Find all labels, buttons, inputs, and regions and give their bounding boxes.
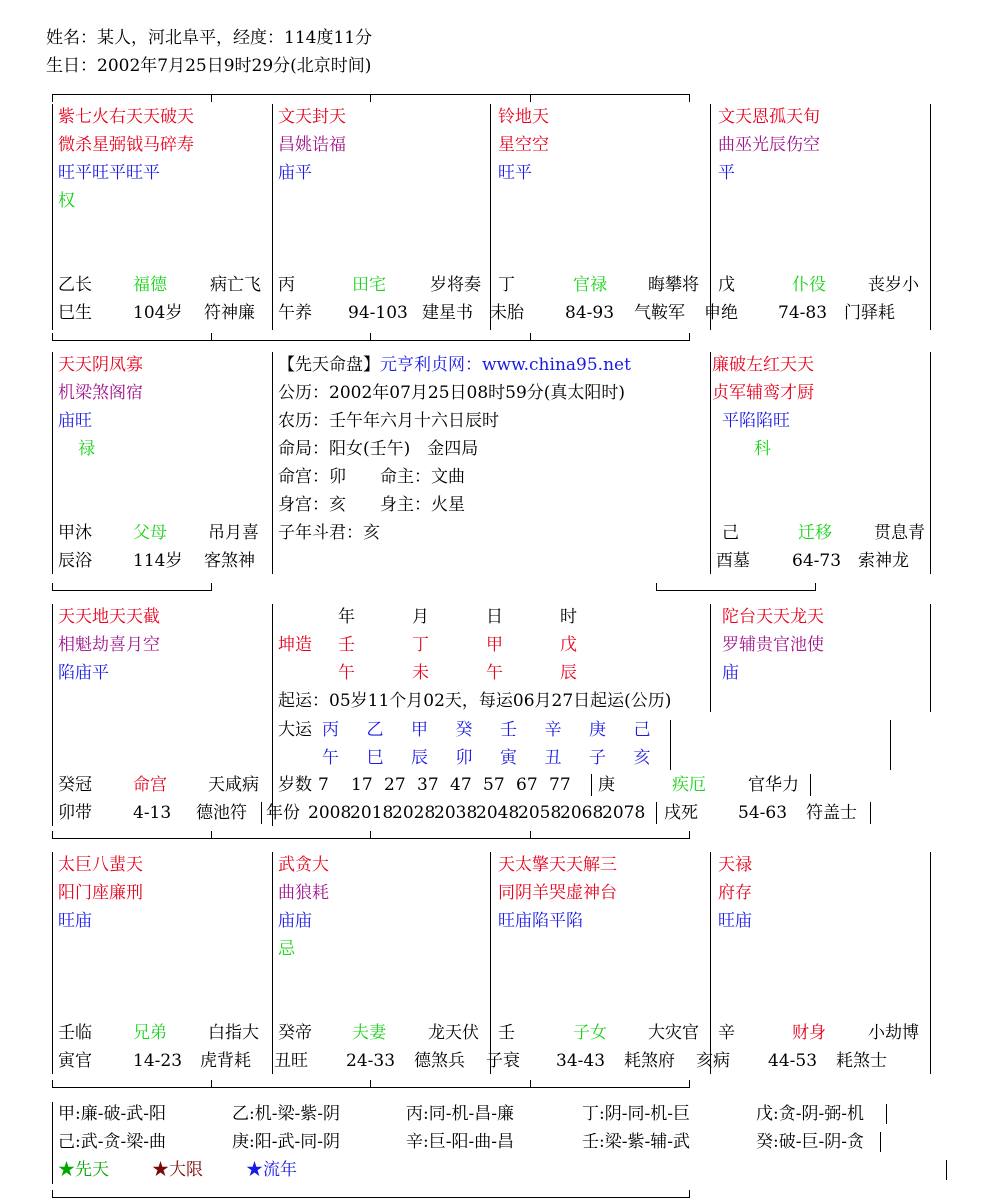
palace-chen-sihua: 禄 bbox=[78, 439, 95, 459]
palace-chou-right1: 龙天伏 bbox=[428, 1023, 479, 1043]
palace-you-age: 64-73 bbox=[792, 551, 842, 571]
sihua-ren: 壬:梁-紫-辅-武 bbox=[582, 1132, 690, 1152]
palace-chou-right2: 德煞兵 bbox=[414, 1051, 465, 1071]
age-2: 27 bbox=[384, 775, 406, 795]
palace-zi-right1: 大灾官 bbox=[648, 1023, 699, 1043]
sihua-ding: 丁:阴-同-机-巨 bbox=[582, 1104, 690, 1124]
palace-shen-age: 74-83 bbox=[778, 303, 828, 323]
age-label: 岁数 bbox=[278, 775, 312, 795]
sihua-gui: 癸:破-巨-阴-贪 bbox=[756, 1132, 864, 1152]
palace-you-name: 迁移 bbox=[798, 523, 832, 543]
age-1: 17 bbox=[351, 775, 373, 795]
palace-chou-stars-1: 武贪大 bbox=[278, 855, 329, 875]
palace-xu-bright: 庙 bbox=[722, 663, 739, 683]
palace-zi-branch: 子衰 bbox=[486, 1051, 520, 1071]
palace-shen-branch: 申绝 bbox=[704, 303, 738, 323]
branch-hour: 辰 bbox=[560, 663, 577, 683]
palace-mao-stars-2: 相魁劫喜月空 bbox=[58, 635, 160, 655]
palace-chou-stem: 癸帝 bbox=[278, 1023, 312, 1043]
palace-hai-name: 财身 bbox=[792, 1023, 826, 1043]
year-3: 2038 bbox=[434, 803, 478, 823]
palace-yin-stars-1: 太巨八蜚天 bbox=[58, 855, 143, 875]
palace-wei-branch: 未胎 bbox=[490, 303, 524, 323]
palace-yin-branch: 寅官 bbox=[58, 1051, 92, 1071]
palace-chou-stars-2: 曲狼耗 bbox=[278, 883, 329, 903]
stem-hour: 戊 bbox=[560, 635, 577, 655]
palace-shen-stem: 戊 bbox=[718, 275, 735, 295]
palace-yin-stars-2: 阳门座廉刑 bbox=[58, 883, 143, 903]
kunzao-label: 坤造 bbox=[278, 635, 312, 655]
age-7: 77 bbox=[549, 775, 571, 795]
palace-chen-stem: 甲沐 bbox=[58, 523, 92, 543]
sihua-xin: 辛:巨-阳-曲-昌 bbox=[406, 1132, 514, 1152]
center-title bbox=[278, 353, 631, 377]
bottom-rule bbox=[52, 1197, 690, 1198]
palace-wu-stem: 丙 bbox=[278, 275, 295, 295]
stem-year: 壬 bbox=[338, 635, 355, 655]
palace-mao-right2: 德池符 bbox=[196, 803, 247, 823]
palace-wei-name: 官禄 bbox=[573, 275, 607, 295]
legend-daxian: ★大限 bbox=[152, 1160, 203, 1180]
palace-xu-age: 54-63 bbox=[738, 803, 788, 823]
stem-day: 甲 bbox=[486, 635, 503, 655]
site-link[interactable]: 元亨利贞网：www.china95.net bbox=[380, 355, 631, 375]
sihua-jia: 甲:廉-破-武-阳 bbox=[58, 1104, 166, 1124]
palace-hai-right1: 小劫博 bbox=[868, 1023, 919, 1043]
palace-xu-branch: 戌死 bbox=[664, 803, 698, 823]
age-4: 47 bbox=[450, 775, 472, 795]
palace-chou-name: 夫妻 bbox=[352, 1023, 386, 1043]
palace-si-stars-1: 紫七火右天天破天 bbox=[58, 107, 194, 127]
palace-you-right2: 索神龙 bbox=[858, 551, 909, 571]
year-4: 2048 bbox=[476, 803, 520, 823]
pillar-header-day: 日 bbox=[486, 607, 503, 627]
dayun-branch-6: 子 bbox=[589, 748, 606, 768]
palace-zi-right2: 耗煞府 bbox=[624, 1051, 675, 1071]
year-5: 2058 bbox=[518, 803, 562, 823]
palace-si-right1: 病亡飞 bbox=[210, 275, 261, 295]
palace-chen-name: 父母 bbox=[133, 523, 167, 543]
palace-shen-name: 仆役 bbox=[792, 275, 826, 295]
palace-shen-bright: 平 bbox=[718, 163, 735, 183]
dayun-stem-0: 丙 bbox=[322, 720, 339, 740]
palace-shen-stars-1: 文天恩孤天旬 bbox=[718, 107, 820, 127]
dayun-stem-3: 癸 bbox=[455, 720, 473, 740]
palace-mao-name: 命宫 bbox=[133, 775, 167, 795]
year-7: 2078 bbox=[602, 803, 646, 823]
dayun-branch-4: 寅 bbox=[500, 748, 517, 768]
dayun-stem-6: 庚 bbox=[589, 720, 606, 740]
year-6: 2068 bbox=[560, 803, 604, 823]
palace-hai-stem: 辛 bbox=[718, 1023, 735, 1043]
branch-day: 午 bbox=[486, 663, 503, 683]
palace-chen-stars-2: 机梁煞阁宿 bbox=[58, 383, 143, 403]
palace-chen-stars-1: 天天阴凤寡 bbox=[58, 355, 143, 375]
palace-you-right1: 贯息青 bbox=[874, 523, 925, 543]
palace-si-name: 福德 bbox=[133, 275, 167, 295]
palace-mao-age: 4-13 bbox=[133, 803, 172, 823]
palace-you-bright: 平陷陷旺 bbox=[722, 411, 790, 431]
palace-xu-stars-1: 陀台天天龙天 bbox=[722, 607, 824, 627]
palace-zi-name: 子女 bbox=[573, 1023, 607, 1043]
palace-chou-sihua: 忌 bbox=[278, 939, 295, 959]
palace-hai-stars-2: 府存 bbox=[718, 883, 752, 903]
rule-row2-left bbox=[52, 590, 211, 591]
sihua-bing: 丙:同-机-昌-廉 bbox=[406, 1104, 514, 1124]
dayun-stem-7: 己 bbox=[633, 720, 651, 740]
palace-si-branch: 巳生 bbox=[58, 303, 92, 323]
palace-zi-bright: 旺庙陷平陷 bbox=[498, 911, 583, 931]
palace-si-bright: 旺平旺平旺平 bbox=[58, 163, 160, 183]
pillar-header-year: 年 bbox=[338, 607, 355, 627]
palace-chou-bright: 庙庙 bbox=[278, 911, 312, 931]
age-0: 7 bbox=[318, 775, 329, 795]
legend-liunian: ★流年 bbox=[246, 1160, 297, 1180]
palace-chou-branch: 丑旺 bbox=[274, 1051, 308, 1071]
pillar-header-month: 月 bbox=[412, 607, 429, 627]
age-6: 67 bbox=[516, 775, 538, 795]
palace-shen-right1: 丧岁小 bbox=[868, 275, 919, 295]
palace-you-stars-1: 廉破左红天天 bbox=[712, 355, 814, 375]
center-line-6: 子年斗君：亥 bbox=[278, 523, 380, 543]
palace-you-stars-2: 贞军辅鸾才厨 bbox=[712, 383, 814, 403]
palace-you-branch: 酉墓 bbox=[716, 551, 750, 571]
palace-wei-stars-2: 星空空 bbox=[498, 135, 549, 155]
age-5: 57 bbox=[483, 775, 505, 795]
rule-row4 bbox=[52, 1087, 690, 1088]
sihua-yi: 乙:机-梁-紫-阴 bbox=[232, 1104, 340, 1124]
dayun-stem-5: 辛 bbox=[544, 720, 562, 740]
year-2: 2028 bbox=[392, 803, 436, 823]
palace-hai-stars-1: 天禄 bbox=[718, 855, 752, 875]
palace-wei-stars-1: 铃地天 bbox=[498, 107, 549, 127]
dayun-stem-4: 壬 bbox=[500, 720, 517, 740]
birth-line: 生日：2002年7月25日9时29分(北京时间) bbox=[46, 56, 372, 76]
sihua-wu: 戊:贪-阴-弼-机 bbox=[756, 1104, 864, 1124]
palace-yin-right2: 虎背耗 bbox=[200, 1051, 251, 1071]
palace-zi-stem: 壬 bbox=[498, 1023, 515, 1043]
palace-wu-right1: 岁将奏 bbox=[430, 275, 481, 295]
dayun-label: 大运 bbox=[278, 720, 312, 740]
palace-yin-right1: 白指大 bbox=[208, 1023, 259, 1043]
palace-wei-bright: 旺平 bbox=[498, 163, 532, 183]
palace-mao-stem: 癸冠 bbox=[58, 775, 92, 795]
palace-chen-right1: 吊月喜 bbox=[208, 523, 259, 543]
dayun-branch-3: 卯 bbox=[455, 748, 473, 768]
dayun-branch-5: 丑 bbox=[544, 748, 562, 768]
rule-row2-right bbox=[656, 590, 816, 591]
palace-xu-name: 疾厄 bbox=[672, 775, 706, 795]
palace-si-stem: 乙长 bbox=[58, 275, 92, 295]
center-line-3: 命局：阳女(壬午) 金四局 bbox=[278, 439, 479, 459]
name-line: 姓名：某人，河北阜平，经度：114度11分 bbox=[46, 28, 373, 48]
palace-chen-branch: 辰浴 bbox=[58, 551, 92, 571]
palace-wu-right2: 建星书 bbox=[422, 303, 473, 323]
center-line-2: 农历：壬午年六月十六日辰时 bbox=[278, 411, 499, 431]
palace-wu-stars-2: 昌姚诰福 bbox=[278, 135, 346, 155]
branch-month: 未 bbox=[412, 663, 429, 683]
sihua-geng: 庚:阳-武-同-阴 bbox=[232, 1132, 340, 1152]
palace-hai-right2: 耗煞士 bbox=[836, 1051, 887, 1071]
dayun-stem-1: 乙 bbox=[366, 720, 384, 740]
rule-row3 bbox=[52, 838, 690, 839]
palace-mao-branch: 卯带 bbox=[58, 803, 92, 823]
palace-xu-right2: 符盖士 bbox=[806, 803, 857, 823]
branch-year: 午 bbox=[338, 663, 355, 683]
palace-wu-branch: 午养 bbox=[278, 303, 312, 323]
palace-yin-age: 14-23 bbox=[133, 1051, 183, 1071]
palace-wu-bright: 庙平 bbox=[278, 163, 312, 183]
palace-zi-stars-1: 天太擎天天解三 bbox=[498, 855, 617, 875]
dayun-branch-2: 辰 bbox=[411, 748, 428, 768]
age-3: 37 bbox=[417, 775, 439, 795]
palace-wu-stars-1: 文天封天 bbox=[278, 107, 346, 127]
palace-zi-age: 34-43 bbox=[556, 1051, 606, 1071]
year-0: 2008 bbox=[308, 803, 352, 823]
palace-si-sihua: 权 bbox=[58, 191, 75, 211]
center-line-5: 身宫：亥 身主：火星 bbox=[278, 495, 465, 515]
palace-yin-stem: 壬临 bbox=[58, 1023, 92, 1043]
palace-wei-right1: 晦攀将 bbox=[648, 275, 699, 295]
palace-mao-right1: 天咸病 bbox=[208, 775, 259, 795]
palace-si-right2: 符神廉 bbox=[204, 303, 255, 323]
palace-si-age: 104岁 bbox=[133, 303, 183, 323]
dayun-branch-7: 亥 bbox=[633, 748, 651, 768]
palace-yin-bright: 旺庙 bbox=[58, 911, 92, 931]
palace-xu-right1: 官华力 bbox=[748, 775, 799, 795]
palace-hai-bright: 旺庙 bbox=[718, 911, 752, 931]
center-line-4: 命宫：卯 命主：文曲 bbox=[278, 467, 465, 487]
palace-shen-stars-2: 曲巫光辰伤空 bbox=[718, 135, 820, 155]
stem-month: 丁 bbox=[412, 635, 429, 655]
palace-si-stars-2: 微杀星弼钺马碎寿 bbox=[58, 135, 194, 155]
pillar-header-hour: 时 bbox=[560, 607, 577, 627]
palace-you-sihua: 科 bbox=[754, 439, 771, 459]
sihua-ji: 己:武-贪-梁-曲 bbox=[58, 1132, 166, 1152]
palace-mao-stars-1: 天天地天天截 bbox=[58, 607, 160, 627]
palace-zi-stars-2: 同阴羊哭虚神台 bbox=[498, 883, 617, 903]
palace-xu-stem: 庚 bbox=[598, 775, 615, 795]
year-1: 2018 bbox=[350, 803, 394, 823]
palace-hai-age: 44-53 bbox=[768, 1051, 818, 1071]
center-line-1: 公历：2002年07月25日08时59分(真太阳时) bbox=[278, 383, 626, 403]
top-rule bbox=[52, 94, 690, 95]
dayun-branch-0: 午 bbox=[322, 748, 339, 768]
palace-wu-age: 94-103 bbox=[348, 303, 408, 323]
qiyun-line: 起运：05岁11个月02天，每运06月27日起运(公历) bbox=[278, 691, 672, 711]
dayun-branch-1: 巳 bbox=[366, 748, 384, 768]
palace-wei-right2: 气鞍军 bbox=[634, 303, 685, 323]
palace-chen-right2: 客煞神 bbox=[204, 551, 255, 571]
year-label: 年份 bbox=[266, 803, 300, 823]
palace-wei-age: 84-93 bbox=[565, 303, 615, 323]
legend-xiantian: ★先天 bbox=[58, 1160, 109, 1180]
palace-chou-age: 24-33 bbox=[346, 1051, 396, 1071]
palace-you-stem: 己 bbox=[722, 523, 739, 543]
palace-wei-stem: 丁 bbox=[498, 275, 515, 295]
center-title-bracket: 【先天命盘】 bbox=[278, 355, 380, 375]
palace-xu-stars-2: 罗辅贵官池使 bbox=[722, 635, 824, 655]
palace-chen-age: 114岁 bbox=[133, 551, 183, 571]
palace-shen-right2: 门驿耗 bbox=[844, 303, 895, 323]
rule-row1 bbox=[52, 340, 690, 341]
dayun-stem-2: 甲 bbox=[411, 720, 428, 740]
palace-hai-branch: 亥病 bbox=[696, 1051, 730, 1071]
palace-wu-name: 田宅 bbox=[352, 275, 386, 295]
palace-chen-bright: 庙旺 bbox=[58, 411, 92, 431]
palace-yin-name: 兄弟 bbox=[133, 1023, 167, 1043]
palace-mao-bright: 陷庙平 bbox=[58, 663, 109, 683]
